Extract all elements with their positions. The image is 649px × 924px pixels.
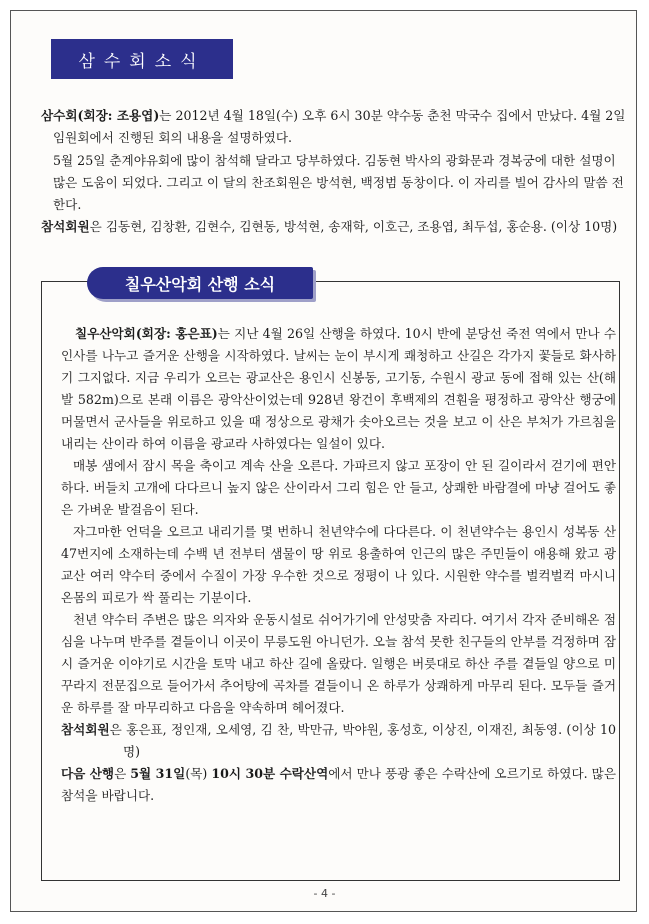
next-hike-label: 다음 산행	[61, 766, 115, 781]
samsuhoe-paragraph-1	[41, 105, 627, 150]
next-hike-date: 5월 31일	[130, 766, 186, 781]
section-title-samsuhoe: 삼수회소식	[51, 39, 233, 79]
next-hike-notice	[61, 763, 616, 807]
hiking-attendees-label: 참석회원	[61, 722, 110, 737]
newsletter-page	[10, 10, 637, 912]
hiking-lead: 칠우산악회(회장: 홍은표)	[75, 326, 218, 341]
hiking-attendees-list: 은 홍은표, 정인재, 오세영, 김 찬, 박만규, 박야원, 홍성호, 이상진, 이재진, 최동영. (이상 10명)	[109, 722, 616, 759]
next-hike-text-1: 은	[114, 766, 131, 781]
hiking-paragraph-1-text: 는 지난 4월 26일 산행을 하였다. 10시 반에 분당선 죽전 역에서 만나 수인사를 나누고 즐거운 산행을 시작하였다. 날씨는 눈이 부시게 쾌청하고 산길은 각가지 꽃들로 화사하기 그지없다. 지금 우리가 오르는 광교산은 용인시 신봉동, 고기동, 수원시 광교 동에 접해 있는 산(해발 582m)으로 본래 이름은 광악산이었는데 928년 왕건이 후백제의 견훤을 평정하고 광악산 행궁에 머물면서 군사들을 위로하고 있을 때 정상으로 광채가 솟아오르는 것을 보고 이 산은 부처가 가르침을 내리는 산이라 하여 이름을 광교라 사하였다는 일설이 있다.	[61, 326, 617, 451]
samsuhoe-attendees-list: 은 김동현, 김창환, 김현수, 김현동, 방석현, 송재학, 이호근, 조용엽, 최두섭, 홍순용. (이상 10명)	[89, 219, 618, 235]
page-number: - 4 -	[313, 887, 336, 900]
next-hike-time-place: 10시 30분 수락산역	[211, 766, 329, 781]
samsuhoe-attendees	[41, 216, 627, 238]
next-hike-weekday: (목)	[185, 766, 212, 781]
section-title-hiking: 칠우산악회 산행 소식	[87, 267, 313, 299]
hiking-section	[61, 323, 616, 807]
samsuhoe-section	[41, 105, 627, 239]
samsuhoe-paragraph-2: 5월 25일 춘계야유회에 많이 참석해 달라고 당부하였다. 김동현 박사의 광화문과 경복궁에 대한 설명이 많은 도움이 되었다. 그리고 이 달의 찬조회원은 방석현, 백정범 동창이다. 이 자리를 빌어 감사의 말씀 전한다.	[53, 152, 624, 213]
hiking-paragraph-4: 천년 약수터 주변은 많은 의자와 운동시설로 쉬어가기에 안성맞춤 자리다. 여기서 각자 준비해온 점심을 나누며 반주를 곁들이니 이곳이 무릉도원 아니던가. 오늘 참석 못한 친구들의 안부를 걱정하며 잠시 즐거운 이야기로 시간을 토막 내고 하산 길에 올랐다. 일행은 버릇대로 하산 주를 곁들일 양으로 미꾸라지 전문집으로 들어가서 추어탕에 곡차를 곁들이니 온 하루가 상쾌하게 마무리 된다. 모두들 즐거운 하루를 잘 마무리하고 다음을 약속하며 헤어졌다.	[61, 612, 616, 715]
samsuhoe-lead: 삼수회(회장: 조용엽)	[41, 108, 160, 123]
hiking-paragraph-2: 매봉 샘에서 잠시 목을 축이고 계속 산을 오른다. 가파르지 않고 포장이 안 된 길이라서 걷기에 편안하다. 버들치 고개에 다다르니 높지 않은 산이라서 그리 힘은 안 들고, 상쾌한 바람결에 마냥 걸어도 좋은 가벼운 발걸음이 된다.	[61, 458, 616, 517]
next-hike-text-2: 에서 만나 풍광 좋은 수락산에 오르기로 하였다. 많은 참석을 바랍니다.	[61, 766, 616, 803]
samsuhoe-paragraph-1-text: 는 2012년 4월 18일(수) 오후 6시 30분 약수동 춘천 막국수 집에서 만났다. 4월 2일 임원회에서 진행된 회의 내용을 설명하였다.	[53, 108, 626, 146]
hiking-paragraph-1	[61, 323, 616, 455]
hiking-paragraph-3: 자그마한 언덕을 오르고 내리기를 몇 번하니 천년약수에 다다른다. 이 천년약수는 용인시 성복동 산 47번지에 소재하는데 수백 년 전부터 샘물이 땅 위로 용출하여 인근의 많은 주민들이 애용해 왔고 광교산 여러 약수터 중에서 수질이 가장 우수한 것으로 정평이 나 있다. 시원한 약수를 벌컥벌컥 마시니 온몸의 피로가 싹 풀리는 기분이다.	[61, 524, 616, 605]
hiking-attendees	[61, 719, 616, 763]
samsuhoe-attendees-label: 참석회원	[41, 219, 90, 235]
